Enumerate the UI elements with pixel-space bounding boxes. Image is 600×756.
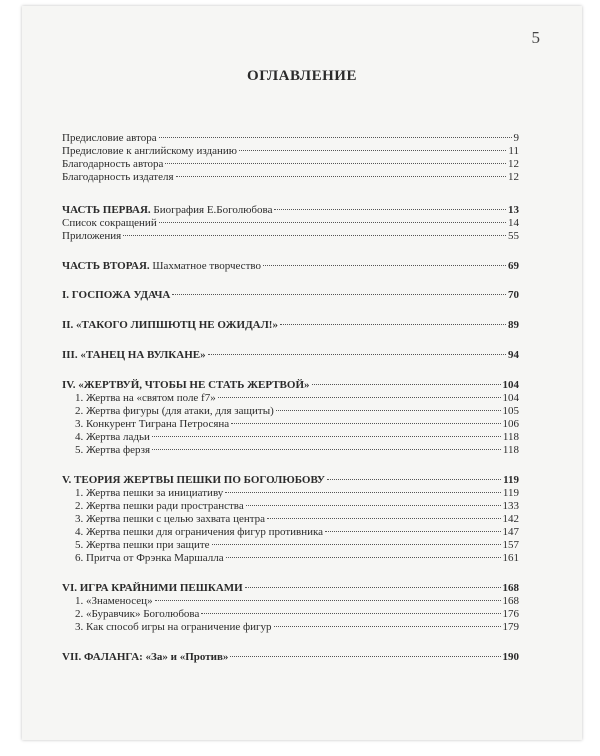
toc-page-number: 147 (502, 526, 519, 538)
dot-leader (176, 176, 506, 177)
toc-entry[interactable] (62, 487, 519, 500)
toc-entry-label: 3. Жертва пешки с целью захвата центра (75, 513, 266, 525)
dot-leader (230, 656, 500, 657)
toc-page-number: 168 (502, 582, 519, 594)
toc-entry-label: 4. Жертва ладьи (75, 431, 150, 443)
dot-leader (172, 294, 506, 295)
toc-entry-label: ЧАСТЬ ВТОРАЯ. Шахматное творчество (62, 260, 261, 272)
dot-leader (231, 423, 500, 424)
toc-section[interactable] (62, 288, 519, 302)
toc-page-number: 55 (508, 230, 519, 242)
toc-page-number: 179 (502, 621, 519, 633)
dot-leader (218, 397, 501, 398)
toc-entry-label: IV. «ЖЕРТВУЙ, ЧТОБЫ НЕ СТАТЬ ЖЕРТВОЙ» (62, 379, 310, 391)
toc-page-number: 12 (508, 171, 519, 183)
toc-entry-label: 1. Жертва пешки за инициативу (75, 487, 224, 499)
toc-page-number: 190 (502, 651, 519, 663)
toc-page-number: 14 (508, 217, 519, 229)
toc-page-number: 13 (508, 204, 519, 216)
dot-leader (327, 479, 501, 480)
toc-entry-label: 6. Притча от Фрэнка Маршалла (75, 552, 224, 564)
toc-entry[interactable] (62, 171, 519, 184)
toc-page-number: 104 (502, 379, 519, 391)
toc-entry[interactable] (62, 392, 519, 405)
toc-entry-label: Предисловие автора (62, 132, 157, 144)
toc-entry[interactable] (62, 608, 519, 621)
toc-page-number: 161 (502, 552, 519, 564)
toc-entry-label: I. ГОСПОЖА УДАЧА (62, 289, 171, 301)
toc-entry[interactable] (62, 158, 519, 171)
toc-entry-label: Благодарность издателя (62, 171, 174, 183)
toc-entry[interactable] (62, 444, 519, 457)
toc-page-number: 142 (502, 513, 519, 525)
toc-entry-label: 2. «Буравчик» Боголюбова (75, 608, 200, 620)
toc-entry[interactable] (62, 431, 519, 444)
toc-entry[interactable] (62, 513, 519, 526)
toc-entry-label: Список сокращений (62, 217, 157, 229)
toc-page-number: 69 (508, 260, 519, 272)
dot-leader (155, 600, 501, 601)
toc-entry[interactable] (62, 539, 519, 552)
dot-leader (312, 384, 501, 385)
toc-section[interactable] (62, 203, 519, 217)
dot-leader (325, 531, 500, 532)
dot-leader (263, 265, 506, 266)
toc-entry[interactable] (62, 230, 519, 243)
toc-page-number: 9 (513, 132, 519, 144)
toc-page-number: 168 (502, 595, 519, 607)
toc-section[interactable] (62, 581, 519, 595)
dot-leader (225, 492, 501, 493)
toc-page-number: 118 (502, 444, 519, 456)
toc-entry[interactable] (62, 526, 519, 539)
dot-leader (239, 150, 506, 151)
toc-entry-label: VII. ФАЛАНГА: «За» и «Против» (62, 651, 229, 663)
toc-page-number: 89 (508, 319, 519, 331)
toc-entry-label: II. «ТАКОГО ЛИПШЮТЦ НЕ ОЖИДАЛ!» (62, 319, 278, 331)
toc-page-number: 104 (502, 392, 519, 404)
dot-leader (165, 163, 506, 164)
toc-entry-label: 3. Как способ игры на ограничение фигур (75, 621, 272, 633)
toc-entry[interactable] (62, 145, 519, 158)
toc-page-number: 157 (502, 539, 519, 551)
dot-leader (246, 505, 501, 506)
toc-page-number: 94 (508, 349, 519, 361)
toc-page-number: 70 (508, 289, 519, 301)
toc-page-number: 106 (502, 418, 519, 430)
toc-section[interactable] (62, 259, 519, 273)
dot-leader (201, 613, 500, 614)
toc-entry[interactable] (62, 132, 519, 145)
toc-entry[interactable] (62, 621, 519, 634)
toc-page-number: 119 (502, 487, 519, 499)
dot-leader (212, 544, 501, 545)
dot-leader (159, 222, 506, 223)
toc-entry-label: Предисловие к английскому изданию (62, 145, 238, 157)
toc-entry-label: Благодарность автора (62, 158, 164, 170)
dot-leader (152, 436, 501, 437)
toc-page-number: 105 (502, 405, 519, 417)
toc-entry-label: V. ТЕОРИЯ ЖЕРТВЫ ПЕШКИ ПО БОГОЛЮБОВУ (62, 474, 325, 486)
page-number: 5 (531, 28, 540, 47)
book-page (22, 6, 582, 740)
toc-page-number: 11 (508, 145, 519, 157)
dot-leader (274, 209, 506, 210)
toc-entry[interactable] (62, 405, 519, 418)
toc-entry[interactable] (62, 552, 519, 565)
toc-page-number: 133 (502, 500, 519, 512)
dot-leader (208, 354, 506, 355)
toc-page-number: 119 (503, 474, 519, 486)
toc-entry[interactable] (62, 500, 519, 513)
dot-leader (280, 324, 506, 325)
dot-leader (159, 137, 512, 138)
toc-section[interactable] (62, 348, 519, 362)
toc-entry-label: ЧАСТЬ ПЕРВАЯ. Биография Е.Боголюбова (62, 204, 273, 216)
toc-entry-label: Приложения (62, 230, 122, 242)
dot-leader (152, 449, 501, 450)
dot-leader (123, 235, 506, 236)
toc-section[interactable] (62, 318, 519, 332)
toc-entry-label: 1. Жертва на «святом поле f7» (75, 392, 216, 404)
toc-entry-label: 5. Жертва ферзя (75, 444, 151, 456)
toc-page-number: 12 (508, 158, 519, 170)
toc-entry-label: VI. ИГРА КРАЙНИМИ ПЕШКАМИ (62, 582, 243, 594)
toc-page-number: 118 (502, 431, 519, 443)
toc-section[interactable] (62, 650, 519, 664)
table-of-contents (62, 132, 519, 664)
toc-section[interactable] (62, 473, 519, 487)
dot-leader (276, 410, 501, 411)
toc-entry[interactable] (62, 418, 519, 431)
dot-leader (274, 626, 501, 627)
dot-leader (226, 557, 501, 558)
toc-entry-label: 2. Жертва пешки ради пространства (75, 500, 244, 512)
toc-entry[interactable] (62, 595, 519, 608)
toc-entry-label: III. «ТАНЕЦ НА ВУЛКАНЕ» (62, 349, 206, 361)
toc-entry-label: 3. Конкурент Тиграна Петросяна (75, 418, 230, 430)
toc-entry-label: 1. «Знаменосец» (75, 595, 153, 607)
toc-section[interactable] (62, 378, 519, 392)
dot-leader (245, 587, 501, 588)
toc-entry-label: 5. Жертва пешки при защите (75, 539, 210, 551)
toc-entry-label: 4. Жертва пешки для ограничения фигур противника (75, 526, 324, 538)
toc-page-number: 176 (502, 608, 519, 620)
toc-entry[interactable] (62, 217, 519, 230)
toc-entry-label: 2. Жертва фигуры (для атаки, для защиты) (75, 405, 274, 417)
page-title: ОГЛАВЛЕНИЕ (247, 68, 357, 84)
dot-leader (267, 518, 500, 519)
